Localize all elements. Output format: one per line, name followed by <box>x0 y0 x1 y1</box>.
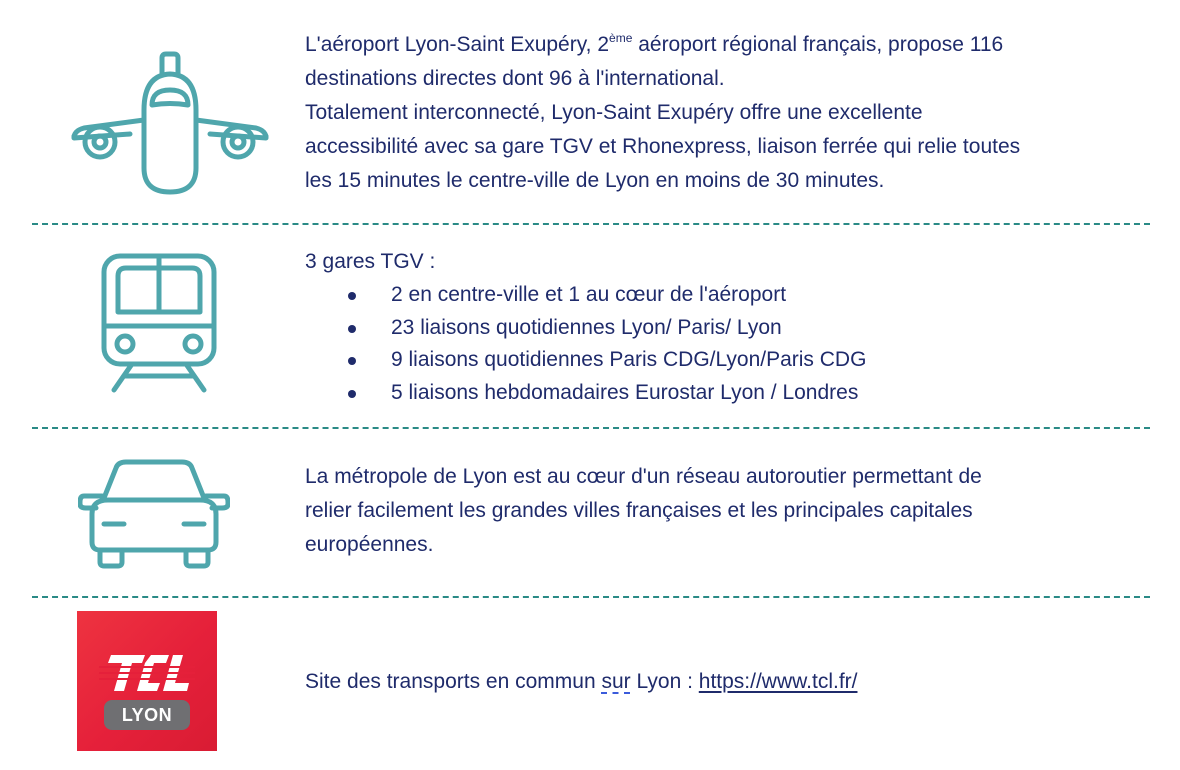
car-icon <box>78 458 230 570</box>
train-icon <box>100 252 218 394</box>
train-bullet-list <box>305 279 866 409</box>
airport-description <box>305 28 1020 198</box>
car-line-2: relier facilement les grandes villes françaises et les principales capitales <box>305 499 973 522</box>
bullet-icon <box>348 292 356 300</box>
airport-line-2: destinations directes dont 96 à l'international. <box>305 67 725 90</box>
tcl-logo <box>77 611 217 751</box>
train-description <box>305 245 866 409</box>
airport-line-3: Totalement interconnecté, Lyon-Saint Exupéry offre une excellente <box>305 101 923 124</box>
tcl-website-link[interactable]: https://www.tcl.fr/ <box>698 670 858 693</box>
tcl-city-label: LYON <box>104 700 190 730</box>
bullet-icon <box>348 390 356 398</box>
section-divider <box>32 223 1150 225</box>
airplane-icon <box>70 50 270 200</box>
list-item: 5 liaisons hebdomadaires Eurostar Lyon / Londres <box>305 377 866 410</box>
dotted-underlined-word: sur <box>601 670 631 693</box>
bullet-icon <box>348 325 356 333</box>
airport-line-5: les 15 minutes le centre-ville de Lyon en moins de 30 minutes. <box>305 169 885 192</box>
car-line-1: La métropole de Lyon est au cœur d'un réseau autoroutier permettant de <box>305 465 982 488</box>
svg-text:TCL: TCL <box>147 640 149 641</box>
list-item: 23 liaisons quotidiennes Lyon/ Paris/ Lyon <box>305 312 866 345</box>
car-line-3: européennes. <box>305 533 434 556</box>
airport-line-4: accessibilité avec sa gare TGV et Rhonexpress, liaison ferrée qui relie toutes <box>305 135 1021 158</box>
car-description <box>305 460 982 562</box>
bullet-icon <box>348 357 356 365</box>
transit-line: Site des transports en commun sur Lyon : https://www.tcl.fr/ <box>305 670 858 693</box>
transit-description <box>305 665 857 699</box>
list-item: 9 liaisons quotidiennes Paris CDG/Lyon/Paris CDG <box>305 344 866 377</box>
airport-line-1: L'aéroport Lyon-Saint Exupéry, 2ème aéroport régional français, propose 116 <box>305 31 1004 56</box>
section-divider <box>32 427 1150 429</box>
train-heading: 3 gares TGV : <box>305 250 436 273</box>
section-divider <box>32 596 1150 598</box>
list-item: 2 en centre-ville et 1 au cœur de l'aéroport <box>305 279 866 312</box>
tcl-wordmark-icon <box>99 639 195 699</box>
